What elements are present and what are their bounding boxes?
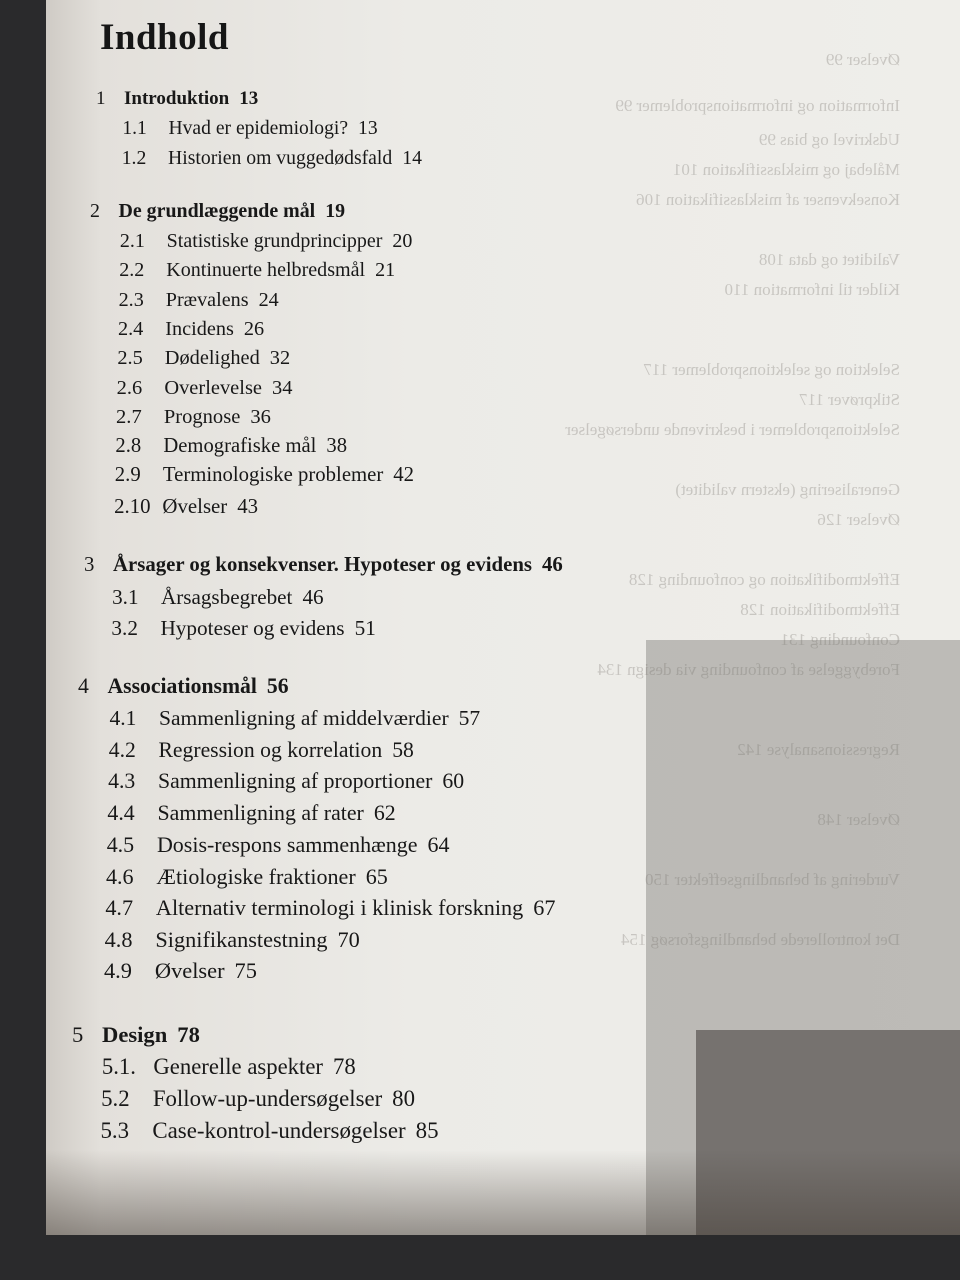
section-number: 2.2 <box>119 259 145 282</box>
section-title: Regression og korrelation <box>158 737 383 762</box>
chapter-number: 2 <box>90 200 100 222</box>
toc-section-2-2[interactable] <box>119 259 395 282</box>
section-title: Prognose <box>163 405 241 428</box>
toc-section-4-2[interactable] <box>109 738 414 763</box>
section-number: 2.5 <box>117 347 143 370</box>
section-page-number: 62 <box>373 800 396 825</box>
toc-section-2-7[interactable] <box>116 406 271 429</box>
section-page-number: 75 <box>234 958 257 983</box>
toc-section-5-3[interactable] <box>100 1118 438 1144</box>
section-title: Ætiologiske fraktioner <box>156 863 356 889</box>
section-title: Sammenligning af rater <box>157 800 364 825</box>
bleed-through-text: Øvelser 99 Information og informationsproblemer 99 Udskrivel og bias 99 Målebaj og misklassifikation 101 Konsekvenser af misklassifikation 106 Validitet og data 108 Kilder til information 110 Selektion og selektionsproblemer 117 Stikprøver 117 Selektionsproblemer i beskrivende undersøgelser Generalisering (ekstern validitet) Øvelser 126 Effektmodifikation og confounding 128 Effektmodifikation 128 Confounding 131 Forebyggelse af confounding via design 134 Regressionsanalyse 142 Øvelser 148 Vurdering af behandlingseffekter 150 Det kontrollerede behandlingsforsøg 154 <box>565 50 900 949</box>
section-title: Kontinuerte helbredsmål <box>166 259 366 282</box>
chapter-title: Introduktion <box>124 88 230 109</box>
section-number: 2.3 <box>118 288 144 311</box>
section-title: Terminologiske problemer <box>162 464 384 487</box>
toc-section-4-5[interactable] <box>107 832 450 858</box>
section-title: Follow-up-undersøgelser <box>152 1086 383 1111</box>
section-page-number: 58 <box>392 737 414 762</box>
toc-section-3-1[interactable] <box>112 585 323 610</box>
section-number: 5.3 <box>100 1118 130 1143</box>
toc-section-2-1[interactable] <box>120 230 413 253</box>
toc-section-1-2[interactable] <box>122 147 422 170</box>
toc-section-2-6[interactable] <box>117 377 293 400</box>
toc-section-4-7[interactable] <box>105 895 555 921</box>
section-page-number: 34 <box>271 376 293 399</box>
toc-section-4-3[interactable] <box>108 769 464 794</box>
section-number: 2.7 <box>116 405 142 428</box>
toc-section-5-2[interactable] <box>101 1086 415 1112</box>
section-page-number: 85 <box>415 1118 439 1143</box>
section-page-number: 26 <box>243 317 265 340</box>
toc-chapter-1[interactable] <box>96 88 258 110</box>
toc-section-2-3[interactable] <box>119 289 279 312</box>
section-number: 1.1 <box>122 118 147 139</box>
section-title: Øvelser <box>162 493 228 518</box>
section-title: Øvelser <box>154 958 225 983</box>
toc-chapter-5[interactable] <box>72 1022 200 1048</box>
section-page-number: 13 <box>358 118 378 139</box>
section-title: Generelle aspekter <box>153 1054 324 1079</box>
section-number: 2.1 <box>119 230 145 252</box>
section-page-number: 60 <box>442 769 465 793</box>
section-title: Demografiske mål <box>163 435 317 458</box>
toc-section-4-4[interactable] <box>107 801 395 826</box>
section-title: Statistiske grundprincipper <box>166 230 383 252</box>
toc-section-2-5[interactable] <box>117 347 290 370</box>
section-number: 5.2 <box>101 1086 130 1111</box>
section-number: 4.5 <box>106 832 135 857</box>
section-page-number: 43 <box>237 493 259 518</box>
table-of-contents <box>46 0 960 1235</box>
section-number: 4.1 <box>109 706 137 730</box>
toc-section-3-2[interactable] <box>111 616 375 641</box>
section-number: 4.7 <box>105 895 134 920</box>
toc-section-4-9[interactable] <box>104 958 257 984</box>
chapter-title: Årsager og konsekvenser. Hypoteser og evidens <box>113 553 533 576</box>
section-title: Case-kontrol-undersøgelser <box>152 1118 406 1143</box>
section-number: 5.1. <box>101 1054 136 1079</box>
book-page <box>46 0 960 1235</box>
section-title: Overlevelse <box>164 376 262 399</box>
section-title: Incidens <box>165 317 234 340</box>
chapter-number: 3 <box>84 553 95 576</box>
chapter-number: 5 <box>72 1022 84 1047</box>
toc-section-2-9[interactable] <box>115 464 414 487</box>
toc-section-1-1[interactable] <box>122 118 377 140</box>
section-number: 2.8 <box>115 435 142 458</box>
section-number: 4.2 <box>108 737 136 762</box>
chapter-number: 4 <box>78 674 89 698</box>
section-number: 4.3 <box>108 769 136 793</box>
toc-chapter-2[interactable] <box>90 200 345 223</box>
chapter-page-number: 19 <box>325 200 346 222</box>
section-page-number: 46 <box>302 585 324 609</box>
toc-section-2-4[interactable] <box>118 318 264 341</box>
section-title: Hypoteser og evidens <box>160 616 345 640</box>
section-page-number: 67 <box>533 895 556 920</box>
toc-section-4-8[interactable] <box>105 927 360 953</box>
section-number: 3.1 <box>112 585 139 609</box>
chapter-title: Associationsmål <box>107 674 257 698</box>
section-page-number: 65 <box>365 863 388 889</box>
section-page-number: 20 <box>392 230 413 252</box>
chapter-page-number: 78 <box>177 1022 200 1047</box>
section-number: 4.8 <box>104 926 133 952</box>
section-number: 4.4 <box>107 800 135 825</box>
section-number: 4.6 <box>106 863 134 889</box>
toc-section-2-10[interactable] <box>114 494 258 519</box>
section-title: Årsagsbegrebet <box>160 585 293 609</box>
section-number: 2.9 <box>114 464 141 487</box>
chapter-page-number: 56 <box>266 674 289 698</box>
section-page-number: 51 <box>354 616 376 640</box>
section-page-number: 42 <box>393 464 415 487</box>
section-number: 4.9 <box>103 958 132 983</box>
section-title: Historien om vuggedødsfald <box>168 146 393 169</box>
section-page-number: 36 <box>250 405 271 428</box>
toc-section-4-6[interactable] <box>106 864 388 890</box>
section-page-number: 64 <box>427 832 450 857</box>
section-title: Sammenligning af middelværdier <box>158 706 449 730</box>
section-number: 3.2 <box>111 616 138 640</box>
section-title: Signifikanstestning <box>155 926 328 952</box>
chapter-page-number: 13 <box>239 88 259 109</box>
section-page-number: 21 <box>375 259 396 282</box>
section-page-number: 32 <box>269 347 291 370</box>
chapter-title: Design <box>102 1022 168 1047</box>
toc-section-2-8[interactable] <box>115 435 347 458</box>
section-title: Dosis-respons sammenhænge <box>156 832 418 857</box>
chapter-number: 1 <box>96 88 106 109</box>
section-title: Alternativ terminologi i klinisk forskning <box>155 895 524 920</box>
section-page-number: 38 <box>326 435 348 458</box>
section-number: 2.6 <box>116 376 143 399</box>
section-title: Sammenligning af proportioner <box>157 769 433 793</box>
section-page-number: 70 <box>337 926 360 952</box>
section-page-number: 24 <box>258 288 279 311</box>
page-heading: Indhold <box>100 17 229 58</box>
toc-chapter-4[interactable] <box>78 674 289 699</box>
toc-section-5-1[interactable] <box>102 1054 356 1080</box>
chapter-page-number: 46 <box>542 553 563 576</box>
section-page-number: 78 <box>333 1054 356 1079</box>
section-page-number: 80 <box>392 1086 415 1111</box>
chapter-title: De grundlæggende mål <box>118 200 316 222</box>
section-number: 2.4 <box>117 317 144 340</box>
section-page-number: 14 <box>402 146 422 169</box>
section-title: Hvad er epidemiologi? <box>168 118 349 139</box>
toc-section-4-1[interactable] <box>109 706 480 731</box>
section-title: Prævalens <box>165 288 249 311</box>
section-title: Dødelighed <box>164 347 260 370</box>
section-number: 2.10 <box>114 493 151 518</box>
toc-chapter-3[interactable] <box>84 553 563 577</box>
section-page-number: 57 <box>458 706 481 730</box>
section-number: 1.2 <box>121 146 147 169</box>
